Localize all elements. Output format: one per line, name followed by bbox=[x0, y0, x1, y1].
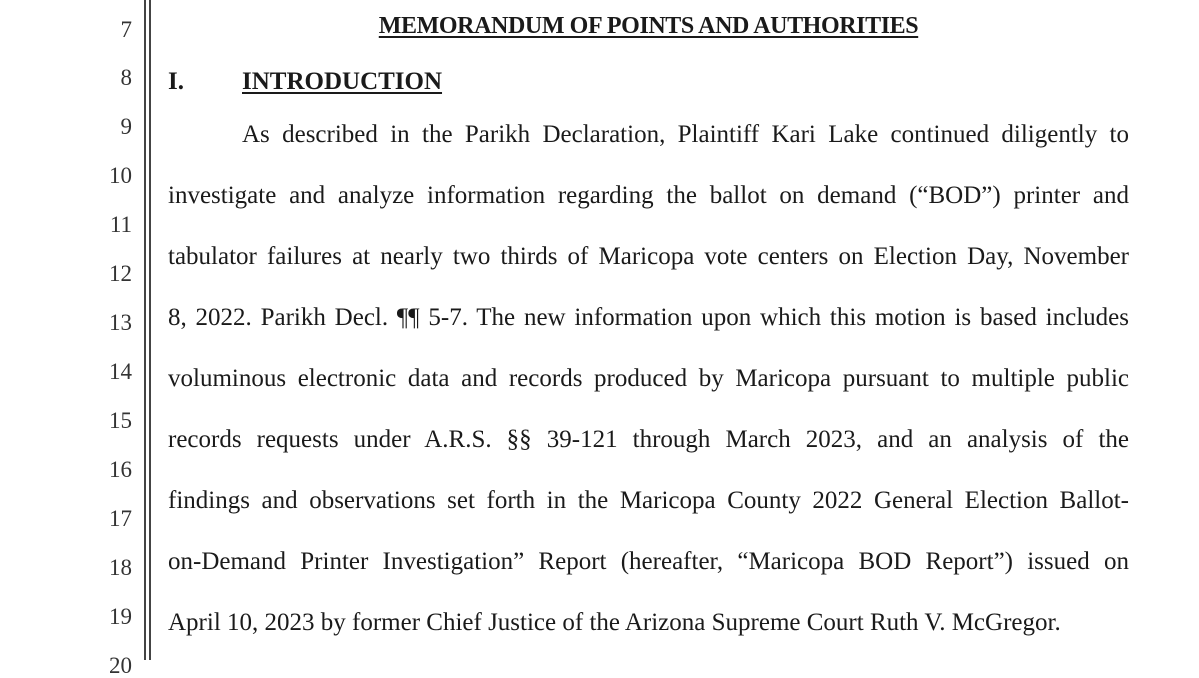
line-number: 9 bbox=[120, 114, 132, 139]
line-number: 7 bbox=[120, 17, 132, 42]
line-number: 11 bbox=[109, 212, 132, 237]
line-number: 14 bbox=[109, 359, 132, 384]
line-number: 16 bbox=[109, 457, 132, 482]
line-number: 18 bbox=[109, 555, 132, 580]
line-number: 10 bbox=[109, 163, 132, 188]
line-number: 8 bbox=[120, 65, 132, 90]
paragraph-line: voluminous electronic data and records produced by Maricopa pursuant to multiple public bbox=[168, 365, 1129, 392]
line-number: 17 bbox=[109, 506, 132, 531]
line-number: 13 bbox=[109, 310, 132, 335]
paragraph-line: tabulator failures at nearly two thirds of Maricopa vote centers on Election Day, November bbox=[168, 243, 1129, 270]
line-number: 12 bbox=[109, 261, 132, 286]
paragraph-line: findings and observations set forth in the Maricopa County 2022 General Election Ballot- bbox=[168, 487, 1129, 514]
line-number: 15 bbox=[109, 408, 132, 433]
margin-rule-right bbox=[149, 0, 151, 660]
section-heading bbox=[168, 68, 442, 96]
line-number: 19 bbox=[109, 604, 132, 629]
line-number: 20 bbox=[109, 653, 132, 678]
section-title: INTRODUCTION bbox=[242, 68, 443, 95]
margin-rule-left bbox=[144, 0, 146, 660]
paragraph-line: investigate and analyze information regarding the ballot on demand (“BOD”) printer and bbox=[168, 182, 1129, 209]
paragraph-line: on-Demand Printer Investigation” Report (hereafter, “Maricopa BOD Report”) issued on bbox=[168, 548, 1129, 575]
paragraph-line: As described in the Parikh Declaration, Plaintiff Kari Lake continued diligently to bbox=[242, 121, 1129, 148]
section-number: I. bbox=[168, 68, 184, 95]
line-number-gutter bbox=[0, 0, 140, 678]
paragraph-line: records requests under A.R.S. §§ 39-121 through March 2023, and an analysis of the bbox=[168, 426, 1129, 453]
memorandum-heading bbox=[168, 13, 1129, 40]
paragraph-line: April 10, 2023 by former Chief Justice of the Arizona Supreme Court Ruth V. McGregor. bbox=[168, 609, 1061, 636]
memorandum-heading-text: MEMORANDUM OF POINTS AND AUTHORITIES bbox=[378, 13, 919, 39]
paragraph-line: 8, 2022. Parikh Decl. ¶¶ 5-7. The new information upon which this motion is based includes bbox=[168, 304, 1129, 331]
